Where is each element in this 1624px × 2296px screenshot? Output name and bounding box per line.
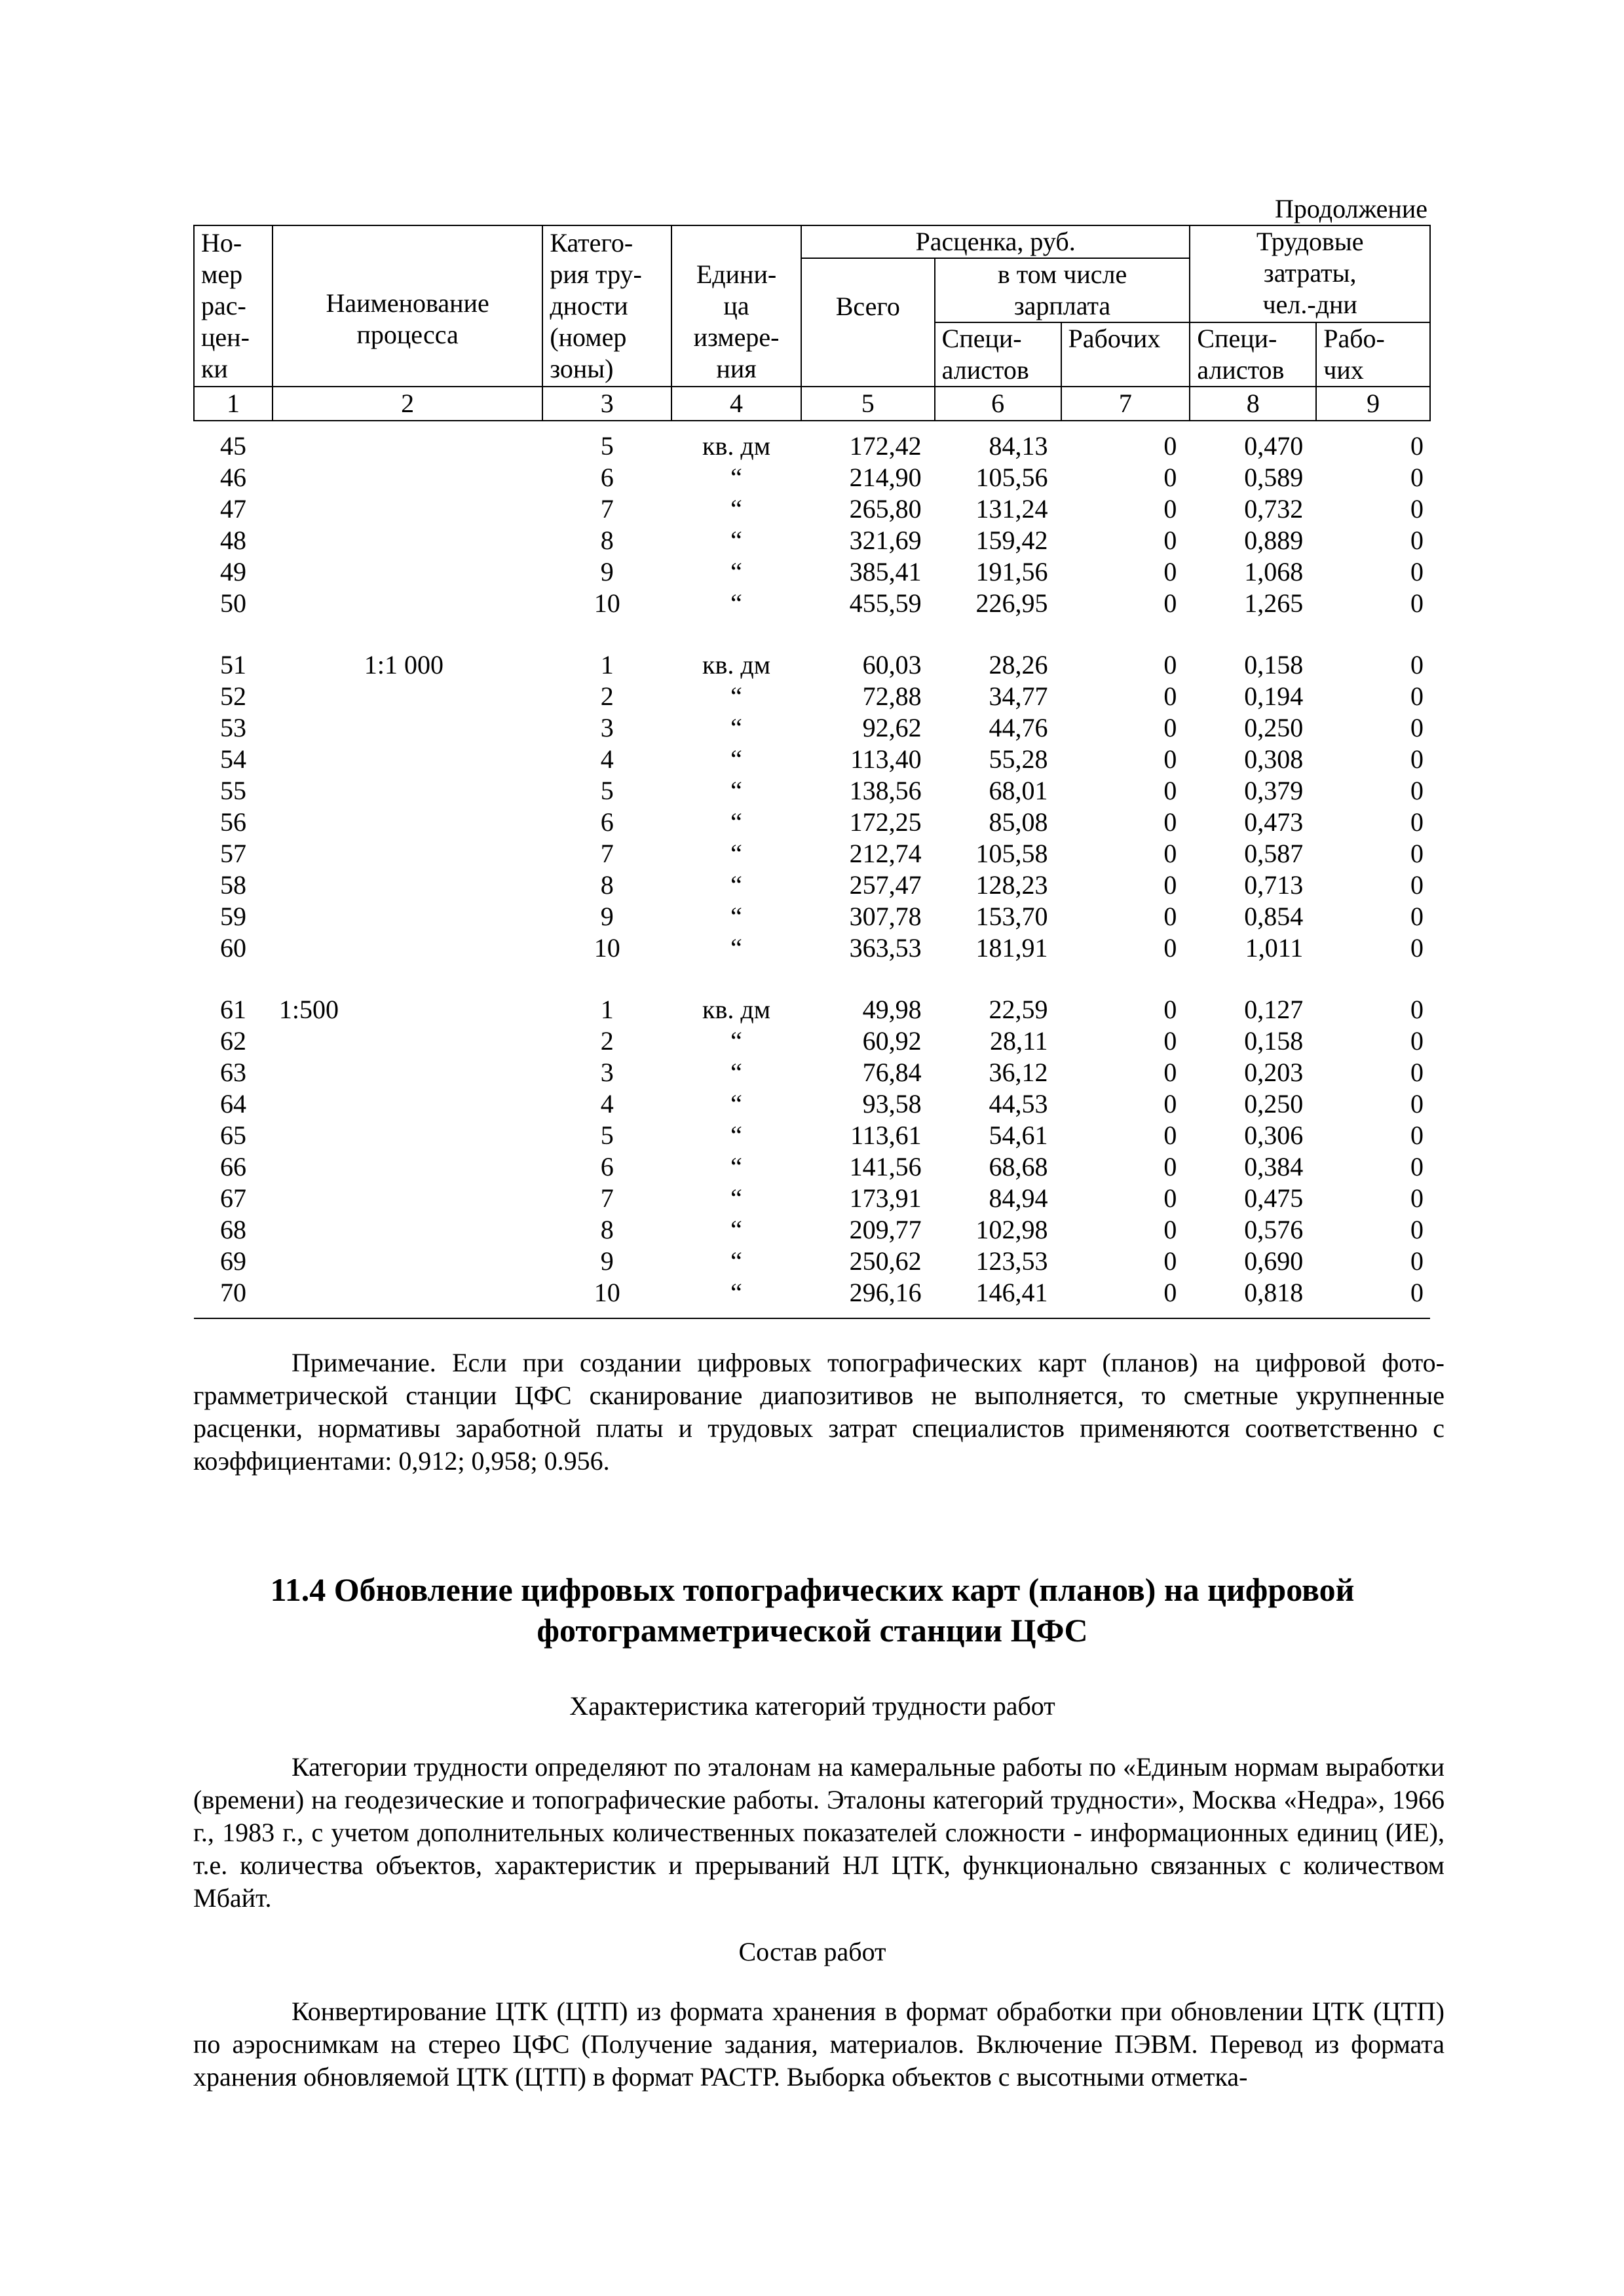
table-cell: 9 (600, 1246, 614, 1276)
table-cell: 0 (1163, 463, 1177, 492)
table-cell: 6 (600, 463, 614, 492)
table-cell: 84,13 (989, 431, 1048, 461)
table-cell: 2 (600, 681, 614, 711)
table-cell: 0,384 (1244, 1152, 1304, 1181)
table-cell: 0,250 (1244, 1089, 1304, 1119)
table-cell: 0 (1163, 995, 1177, 1024)
table-cell (273, 1246, 542, 1277)
table-cell: 0 (1410, 557, 1424, 586)
table-cell: 0 (1061, 1277, 1190, 1318)
table-cell: “ (730, 839, 742, 868)
table-cell: 0 (1163, 870, 1177, 900)
table-cell: 0,818 (1190, 1277, 1316, 1318)
table-cell: 128,23 (975, 870, 1048, 900)
header-unit: Едини- ца измере- ния (671, 225, 801, 387)
table-cell: 7 (600, 494, 614, 524)
table-cell: 0,158 (1244, 1026, 1304, 1056)
table-cell: 54 (219, 744, 246, 774)
table-cell: 138,56 (849, 776, 922, 805)
table-cell: 226,95 (975, 588, 1048, 618)
table-cell: 48 (219, 526, 246, 555)
table-cell: 68 (219, 1215, 246, 1244)
table-cell: 66 (219, 1152, 246, 1181)
table-cell: 209,77 (849, 1215, 922, 1244)
table-cell: 60,03 (862, 650, 922, 679)
table-cell: 55 (219, 776, 246, 805)
table-cell (273, 462, 542, 493)
table-cell (273, 1057, 542, 1088)
table-row (194, 932, 1430, 964)
table-cell: 146,41 (935, 1277, 1061, 1318)
table-cell: 0 (1410, 494, 1424, 524)
table-cell: 0 (1163, 744, 1177, 774)
table-cell: 36,12 (989, 1058, 1048, 1087)
table-row (194, 838, 1430, 870)
table-cell (273, 681, 542, 712)
table-cell: 0 (1410, 744, 1424, 774)
table-row (194, 744, 1430, 775)
table-cell: 61 (219, 995, 246, 1024)
table-cell: 0 (1410, 776, 1424, 805)
rates-table (193, 225, 1431, 1319)
table-cell: 54,61 (989, 1120, 1048, 1150)
table-cell: 59 (219, 902, 246, 931)
table-cell: 265,80 (849, 494, 922, 524)
header-process-name: Наименование процесса (273, 225, 542, 387)
table-cell: 307,78 (849, 902, 922, 931)
table-cell: “ (730, 744, 742, 774)
table-cell: 159,42 (975, 526, 1048, 555)
table-cell: 0 (1410, 713, 1424, 742)
table-cell: “ (730, 526, 742, 555)
table-cell: 0 (1410, 1152, 1424, 1181)
table-cell: 0 (1410, 588, 1424, 618)
col-number: 4 (671, 387, 801, 421)
table-cell (273, 744, 542, 775)
table-cell: 53 (219, 713, 246, 742)
table-cell: 72,88 (862, 681, 922, 711)
table-cell: 0,250 (1244, 713, 1304, 742)
table-cell: 0,308 (1244, 744, 1304, 774)
col-number: 5 (801, 387, 935, 421)
table-row (194, 525, 1430, 556)
table-cell: 76,84 (862, 1058, 922, 1087)
group-spacer (194, 619, 1430, 649)
table-row (194, 775, 1430, 807)
table-cell: 47 (219, 494, 246, 524)
table-cell: 49 (219, 557, 246, 586)
table-cell: 8 (600, 526, 614, 555)
table-cell: “ (730, 1120, 742, 1150)
table-cell: 5 (600, 776, 614, 805)
col-number: 3 (542, 387, 671, 421)
table-cell: 28,11 (989, 1026, 1048, 1056)
table-cell: 3 (600, 713, 614, 742)
table-cell: 0 (1410, 526, 1424, 555)
table-cell: 0 (1410, 431, 1424, 461)
table-cell: 44,53 (989, 1089, 1048, 1119)
table-cell: 70 (194, 1277, 273, 1318)
table-row (194, 493, 1430, 525)
table-cell: 92,62 (862, 713, 922, 742)
table-cell: 0 (1163, 1246, 1177, 1276)
table-cell: 123,53 (975, 1246, 1048, 1276)
table-cell: 153,70 (975, 902, 1048, 931)
table-cell: 22,59 (989, 995, 1048, 1024)
table-cell: 0,158 (1244, 650, 1304, 679)
table-cell: 0 (1163, 1215, 1177, 1244)
table-cell: 0 (1163, 902, 1177, 931)
table-cell: 0 (1163, 1026, 1177, 1056)
table-cell: 9 (600, 902, 614, 931)
table-cell: “ (730, 1026, 742, 1056)
header-total: Всего (801, 258, 935, 387)
continuation-label: Продолжение (1275, 194, 1427, 223)
table-cell: “ (730, 557, 742, 586)
table-cell: 8 (600, 870, 614, 900)
table-cell: 172,42 (849, 431, 922, 461)
table-cell (273, 712, 542, 744)
table-cell: 6 (600, 1152, 614, 1181)
table-cell: 62 (219, 1026, 246, 1056)
table-cell: 0 (1163, 526, 1177, 555)
table-cell: 4 (600, 1089, 614, 1119)
table-row (194, 1088, 1430, 1120)
table-cell (273, 870, 542, 901)
table-cell: 1,011 (1245, 933, 1304, 963)
group-spacer (194, 964, 1430, 994)
table-cell: 0 (1163, 431, 1177, 461)
table-cell: 0 (1163, 807, 1177, 837)
table-cell (273, 1025, 542, 1057)
table-cell: 296,16 (801, 1277, 935, 1318)
table-cell: 0 (1163, 588, 1177, 618)
table-cell: 141,56 (849, 1152, 922, 1181)
table-cell: 363,53 (849, 933, 922, 963)
table-cell: 7 (600, 1183, 614, 1213)
table-cell: 68,01 (989, 776, 1048, 805)
table-cell: 1:500 (278, 995, 339, 1024)
paragraph-categories: Категории трудности определяют по эталонам на камеральные работы по «Единым нормам выработки (времени) на геодезические и топографические работы. Эталоны категорий трудности», Москва «Недра», 1966 г., 1983 г., с учетом дополнительных количественных показателей сложности - информационных единиц (ИЕ), т.е. количества объектов, характеристик и прерываний НЛ ЦТК, функционально связанных с количеством Мбайт. (193, 1752, 1445, 1913)
header-labor-specialists: Специ- алистов (1190, 322, 1316, 387)
table-cell: 10 (594, 588, 620, 618)
table-cell: 0 (1410, 1246, 1424, 1276)
table-cell: 10 (542, 1277, 671, 1318)
table-cell: 0,690 (1244, 1246, 1304, 1276)
table-row (194, 1183, 1430, 1214)
table-row (194, 712, 1430, 744)
table-cell: 84,94 (989, 1183, 1048, 1213)
header-incl-salary: в том числе зарплата (935, 258, 1190, 322)
table-cell: “ (730, 870, 742, 900)
table-cell: 191,56 (975, 557, 1048, 586)
table-cell: 214,90 (849, 463, 922, 492)
table-cell: 0 (1410, 463, 1424, 492)
table-cell: 0 (1410, 1183, 1424, 1213)
table-cell: 60,92 (862, 1026, 922, 1056)
table-cell: 0 (1163, 681, 1177, 711)
table-row (194, 462, 1430, 493)
table-row (194, 421, 1430, 462)
table-cell: 0,587 (1244, 839, 1304, 868)
table-cell: 55,28 (989, 744, 1048, 774)
table-cell: “ (730, 1058, 742, 1087)
table-cell: 0 (1163, 1183, 1177, 1213)
table-row (194, 649, 1430, 681)
table-row (194, 681, 1430, 712)
table-row (194, 870, 1430, 901)
table-row (194, 1151, 1430, 1183)
table-cell: “ (730, 1183, 742, 1213)
table-cell (273, 421, 542, 462)
table-cell: 2 (600, 1026, 614, 1056)
table-cell: 5 (600, 431, 614, 461)
table-cell: 0 (1163, 933, 1177, 963)
header-number: Но- мер рас- цен- ки (194, 225, 273, 387)
table-cell: 0 (1316, 1277, 1430, 1318)
col-number: 2 (273, 387, 542, 421)
table-cell: “ (730, 1152, 742, 1181)
table-cell: 0,576 (1244, 1215, 1304, 1244)
table-cell: 45 (219, 431, 246, 461)
table-cell: 10 (594, 933, 620, 963)
table-cell (273, 838, 542, 870)
table-cell: 0 (1163, 839, 1177, 868)
table-cell: 8 (600, 1215, 614, 1244)
table-cell (273, 588, 542, 619)
table-cell: 1,265 (1244, 588, 1304, 618)
table-cell: 0 (1163, 713, 1177, 742)
table-cell: 0,732 (1244, 494, 1304, 524)
table-cell: “ (730, 1089, 742, 1119)
table-cell (273, 1183, 542, 1214)
header-salary-workers: Рабочих (1061, 322, 1190, 387)
table-cell (273, 932, 542, 964)
col-number: 7 (1061, 387, 1190, 421)
table-cell: “ (730, 776, 742, 805)
table-row (194, 1277, 1430, 1318)
table-cell: “ (730, 713, 742, 742)
table-cell: 0,127 (1244, 995, 1304, 1024)
table-cell: 85,08 (989, 807, 1048, 837)
table-cell: 0 (1163, 1120, 1177, 1150)
table-cell: “ (730, 933, 742, 963)
table-cell: “ (730, 588, 742, 618)
col-number: 8 (1190, 387, 1316, 421)
table-cell: 1,068 (1244, 557, 1304, 586)
table-cell: 63 (219, 1058, 246, 1087)
table-cell: 0,470 (1244, 431, 1304, 461)
table-cell: 385,41 (849, 557, 922, 586)
table-cell: 102,98 (975, 1215, 1048, 1244)
table-cell: “ (730, 463, 742, 492)
table-cell (273, 901, 542, 932)
table-cell: 68,68 (989, 1152, 1048, 1181)
table-cell: 0,589 (1244, 463, 1304, 492)
table-cell: 52 (219, 681, 246, 711)
table-cell: 46 (219, 463, 246, 492)
table-cell: 0 (1163, 776, 1177, 805)
table-cell: 1 (600, 995, 614, 1024)
table-row (194, 588, 1430, 619)
table-cell: 28,26 (989, 650, 1048, 679)
table-cell: кв. дм (702, 650, 770, 679)
table-row (194, 1246, 1430, 1277)
header-labor-workers: Рабо- чих (1316, 322, 1430, 387)
table-cell: 67 (219, 1183, 246, 1213)
section-heading: 11.4 Обновление цифровых топографических карт (планов) на цифровой фотограмметрической станции ЦФС (270, 1571, 1355, 1649)
table-row (194, 1025, 1430, 1057)
header-price-group: Расценка, руб. (801, 225, 1190, 258)
table-cell: “ (730, 807, 742, 837)
table-cell: “ (730, 902, 742, 931)
table-cell: 0 (1163, 1089, 1177, 1119)
table-row (194, 556, 1430, 588)
subheading-work-composition: Состав работ (738, 1937, 886, 1966)
table-cell: 65 (219, 1120, 246, 1150)
table-cell: 4 (600, 744, 614, 774)
table-cell: 51 (219, 650, 246, 679)
table-cell: “ (730, 494, 742, 524)
table-cell: 9 (600, 557, 614, 586)
table-cell (273, 1214, 542, 1246)
table-cell (273, 1277, 542, 1318)
table-note: Примечание. Если при создании цифровых топографических карт (планов) на цифровой фото-грамметрической станции ЦФС сканирование диапозитивов не выполняется, то сметные укрупненные расценки, нормативы заработной платы и трудовых затрат специалистов применяются соответственно с коэффициентами: 0,912; 0,958; 0.956. (193, 1348, 1445, 1476)
table-cell: 131,24 (975, 494, 1048, 524)
table-cell: 0 (1410, 650, 1424, 679)
table-cell (273, 1088, 542, 1120)
table-cell: 0 (1410, 902, 1424, 931)
table-cell: 0,194 (1244, 681, 1304, 711)
table-cell: 5 (600, 1120, 614, 1150)
table-cell: 7 (600, 839, 614, 868)
table-cell: 49,98 (862, 995, 922, 1024)
table-cell: 6 (600, 807, 614, 837)
table-row (194, 901, 1430, 932)
table-cell: 455,59 (849, 588, 922, 618)
table-cell: 0,306 (1244, 1120, 1304, 1150)
table-cell: 0 (1163, 494, 1177, 524)
table-cell: 44,76 (989, 713, 1048, 742)
table-cell: 0,203 (1244, 1058, 1304, 1087)
table-cell: 173,91 (849, 1183, 922, 1213)
table-cell (273, 775, 542, 807)
table-cell: 0,473 (1244, 807, 1304, 837)
table-cell: 0 (1410, 1089, 1424, 1119)
table-cell: 212,74 (849, 839, 922, 868)
table-cell: 0,889 (1244, 526, 1304, 555)
table-cell: 0 (1410, 839, 1424, 868)
table-cell (273, 1120, 542, 1151)
paragraph-work-composition: Конвертирование ЦТК (ЦТП) из формата хранения в формат обработки при обновлении ЦТК (ЦТП) по аэроснимкам на стерео ЦФС (Получение задания, материалов. Включение ПЭВМ. Перевод из формата хранения обновляемой ЦТК (ЦТП) в формат РАСТР. Выборка объектов с высотными отметка- (193, 1997, 1445, 2092)
table-cell: кв. дм (702, 995, 770, 1024)
table-cell: 0 (1410, 870, 1424, 900)
col-number: 1 (194, 387, 273, 421)
table-cell: “ (730, 1246, 742, 1276)
table-cell: 0 (1410, 1120, 1424, 1150)
table-row (194, 807, 1430, 838)
table-cell (273, 556, 542, 588)
table-cell: “ (730, 681, 742, 711)
table-cell: 0,713 (1244, 870, 1304, 900)
table-cell: 0 (1410, 1215, 1424, 1244)
table-cell: 0 (1410, 1058, 1424, 1087)
table-cell: 0 (1163, 1152, 1177, 1181)
table-cell: 64 (219, 1089, 246, 1119)
table-cell: 60 (219, 933, 246, 963)
table-cell: 0 (1410, 807, 1424, 837)
table-cell: 105,56 (975, 463, 1048, 492)
col-number: 9 (1316, 387, 1430, 421)
table-cell: 0 (1163, 1058, 1177, 1087)
table-cell (273, 525, 542, 556)
table-cell (273, 1151, 542, 1183)
table-cell: 250,62 (849, 1246, 922, 1276)
table-cell: 56 (219, 807, 246, 837)
table-cell: 1:1 000 (364, 650, 444, 679)
table-cell: 113,61 (850, 1120, 922, 1150)
table-cell: 0 (1410, 681, 1424, 711)
table-cell: 0 (1163, 650, 1177, 679)
table-cell: 3 (600, 1058, 614, 1087)
table-row (194, 1120, 1430, 1151)
table-cell: 0,854 (1244, 902, 1304, 931)
table-cell: 1 (600, 650, 614, 679)
table-cell: 57 (219, 839, 246, 868)
table-cell: 69 (219, 1246, 246, 1276)
table-row (194, 994, 1430, 1025)
table-cell: “ (730, 1215, 742, 1244)
table-cell: 0 (1410, 995, 1424, 1024)
header-salary-specialists: Специ- алистов (935, 322, 1061, 387)
table-cell: 58 (219, 870, 246, 900)
table-cell (273, 493, 542, 525)
table-cell: 113,40 (850, 744, 922, 774)
subheading-categories: Характеристика категорий трудности работ (569, 1691, 1055, 1721)
table-cell: 34,77 (989, 681, 1048, 711)
table-cell: 0 (1410, 933, 1424, 963)
table-cell (273, 807, 542, 838)
table-cell: 93,58 (862, 1089, 922, 1119)
table-body (194, 421, 1430, 1318)
table-cell: 105,58 (975, 839, 1048, 868)
table-cell: кв. дм (702, 431, 770, 461)
header-labor-group: Трудовые затраты, чел.-дни (1190, 225, 1430, 322)
table-cell: 181,91 (975, 933, 1048, 963)
table-row (194, 1057, 1430, 1088)
table-cell: 50 (219, 588, 246, 618)
header-category: Катего- рия тру- дности (номер зоны) (542, 225, 671, 387)
table-row (194, 1214, 1430, 1246)
table-cell: 321,69 (849, 526, 922, 555)
col-number: 6 (935, 387, 1061, 421)
table-cell: 0,379 (1244, 776, 1304, 805)
table-cell: 257,47 (849, 870, 922, 900)
table-cell: 0 (1163, 557, 1177, 586)
table-cell: 172,25 (849, 807, 922, 837)
table-cell: “ (671, 1277, 801, 1318)
table-cell: 0 (1410, 1026, 1424, 1056)
table-cell: 0,475 (1244, 1183, 1304, 1213)
